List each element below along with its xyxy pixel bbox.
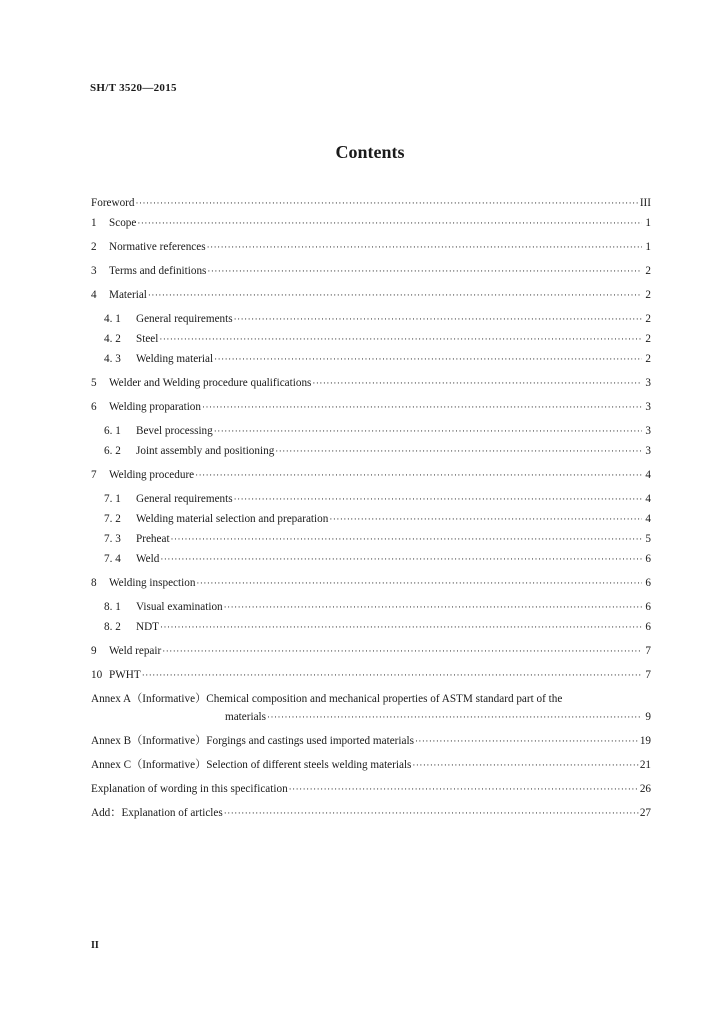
toc-subentry[interactable] [91, 552, 651, 572]
toc-number: 4. 3 [104, 353, 121, 365]
toc-label: Welding material [136, 353, 214, 365]
leader-dots [202, 400, 642, 414]
leader-dots [171, 532, 642, 546]
leader-dots [214, 352, 642, 366]
toc-label: Preheat [136, 533, 170, 545]
toc-entry[interactable] [91, 376, 651, 396]
toc-page: 2 [645, 265, 651, 277]
page-title: Contents [335, 142, 405, 162]
toc-label: Welding proparation [109, 401, 201, 413]
toc-page: 7 [645, 645, 651, 657]
toc-subentry[interactable] [91, 532, 651, 552]
toc-page: 2 [645, 289, 651, 301]
toc-entry-explanation-wording[interactable] [91, 782, 651, 802]
toc-entry[interactable] [91, 216, 651, 236]
toc-subentry[interactable] [91, 620, 651, 640]
leader-dots [412, 758, 638, 772]
toc-label: Explanation of wording in this specification [91, 783, 288, 795]
toc-entry[interactable] [91, 668, 651, 688]
toc-page: 6 [645, 553, 651, 565]
toc-label: Annex B（Informative）Forgings and castings used imported materials [91, 735, 414, 747]
toc-page: 5 [645, 533, 651, 545]
toc-page: 3 [645, 425, 651, 437]
toc-page: 6 [645, 577, 651, 589]
toc-page: 4 [645, 493, 651, 505]
leader-dots [289, 782, 639, 796]
leader-dots [136, 196, 639, 210]
toc-page: III [639, 197, 651, 209]
toc-entry[interactable] [91, 576, 651, 596]
toc-number: 8 [91, 577, 97, 589]
toc-label-continued: materials [225, 711, 267, 723]
toc-number: 7. 4 [104, 553, 121, 565]
toc-number: 7. 2 [104, 513, 121, 525]
toc-label: Joint assembly and positioning [136, 445, 275, 457]
leader-dots [148, 288, 642, 302]
toc-label: Steel [136, 333, 159, 345]
toc-number: 6 [91, 401, 97, 413]
leader-dots [234, 492, 642, 506]
leader-dots [159, 332, 642, 346]
toc-page: 27 [639, 807, 651, 819]
toc-label: Welding procedure [109, 469, 195, 481]
toc-label: Weld [136, 553, 160, 565]
toc-label: NDT [136, 621, 159, 633]
toc-number: 3 [91, 265, 97, 277]
leader-dots [275, 444, 642, 458]
leader-dots [234, 312, 642, 326]
toc-page: 9 [645, 711, 651, 723]
toc-number: 6. 1 [104, 425, 121, 437]
toc-number: 7. 3 [104, 533, 121, 545]
toc-subentry[interactable] [91, 424, 651, 444]
toc-entry[interactable] [91, 400, 651, 420]
leader-dots [224, 600, 642, 614]
toc-subentry[interactable] [91, 312, 651, 332]
toc-subentry[interactable] [91, 332, 651, 352]
leader-dots [142, 668, 642, 682]
leader-dots [162, 644, 642, 658]
toc-entry[interactable] [91, 468, 651, 488]
toc-page: 2 [645, 333, 651, 345]
toc-page: 19 [639, 735, 651, 747]
toc-label: Annex A（Informative）Chemical composition and mechanical properties of ASTM standard part of the [91, 693, 563, 705]
toc-entry-annex-b[interactable] [91, 734, 651, 754]
toc-page: 1 [645, 217, 651, 229]
toc-entry-foreword[interactable] [91, 196, 651, 216]
toc-number: 5 [91, 377, 97, 389]
toc-page: 2 [645, 313, 651, 325]
toc-number: 7 [91, 469, 97, 481]
toc-subentry[interactable] [91, 492, 651, 512]
toc-page: 6 [645, 601, 651, 613]
toc-entry[interactable] [91, 644, 651, 664]
toc-page: 21 [639, 759, 651, 771]
toc-label: General requirements [136, 313, 233, 325]
toc-label: PWHT [109, 669, 141, 681]
toc-number: 4. 2 [104, 333, 121, 345]
leader-dots [196, 576, 642, 590]
toc-label: Foreword [91, 197, 135, 209]
page-number: II [91, 940, 99, 951]
toc-page: 3 [645, 445, 651, 457]
leader-dots [214, 424, 642, 438]
toc-number: 10 [91, 669, 103, 681]
toc-number: 4. 1 [104, 313, 121, 325]
leader-dots [224, 806, 639, 820]
leader-dots [137, 216, 642, 230]
toc-page: 1 [645, 241, 651, 253]
toc-page: 6 [645, 621, 651, 633]
toc-number: 9 [91, 645, 97, 657]
toc-number: 2 [91, 241, 97, 253]
toc-label: Visual examination [136, 601, 223, 613]
toc-label: Annex C（Informative）Selection of different steels welding materials [91, 759, 412, 771]
toc-page: 26 [639, 783, 651, 795]
toc-number: 8. 1 [104, 601, 121, 613]
toc-page: 7 [645, 669, 651, 681]
toc-entry-annex-c[interactable] [91, 758, 651, 778]
leader-dots [267, 710, 642, 724]
toc-label: Welding material selection and preparation [136, 513, 329, 525]
toc-label: Scope [109, 217, 137, 229]
toc-label: General requirements [136, 493, 233, 505]
document-code: SH/T 3520—2015 [90, 82, 177, 94]
leader-dots [312, 376, 642, 390]
toc-page: 3 [645, 377, 651, 389]
toc-number: 8. 2 [104, 621, 121, 633]
leader-dots [160, 620, 642, 634]
toc-page: 4 [645, 469, 651, 481]
toc-entry[interactable] [91, 288, 651, 308]
toc-number: 7. 1 [104, 493, 121, 505]
toc-entry-annex-a[interactable] [91, 692, 651, 730]
toc-entry[interactable] [91, 240, 651, 260]
leader-dots [160, 552, 642, 566]
toc-number: 6. 2 [104, 445, 121, 457]
toc-label: Welder and Welding procedure qualifications [109, 377, 312, 389]
toc-page: 2 [645, 353, 651, 365]
toc-entry[interactable] [91, 264, 651, 284]
toc-label: Normative references [109, 241, 206, 253]
toc-page: 3 [645, 401, 651, 413]
toc-label: Bevel processing [136, 425, 213, 437]
toc-entry-explanation-articles[interactable] [91, 806, 651, 826]
leader-dots [195, 468, 642, 482]
toc-number: 4 [91, 289, 97, 301]
toc-page: 4 [645, 513, 651, 525]
toc-label: Add：Explanation of articles [91, 807, 223, 819]
toc-label: Material [109, 289, 147, 301]
toc-number: 1 [91, 217, 97, 229]
leader-dots [207, 264, 642, 278]
toc-label: Terms and definitions [109, 265, 207, 277]
toc-subentry[interactable] [91, 600, 651, 620]
leader-dots [329, 512, 642, 526]
toc-label: Welding inspection [109, 577, 196, 589]
table-of-contents [91, 196, 651, 826]
leader-dots [207, 240, 642, 254]
leader-dots [415, 734, 639, 748]
toc-label: Weld repair [109, 645, 162, 657]
toc-subentry[interactable] [91, 444, 651, 464]
toc-subentry[interactable] [91, 512, 651, 532]
toc-subentry[interactable] [91, 352, 651, 372]
